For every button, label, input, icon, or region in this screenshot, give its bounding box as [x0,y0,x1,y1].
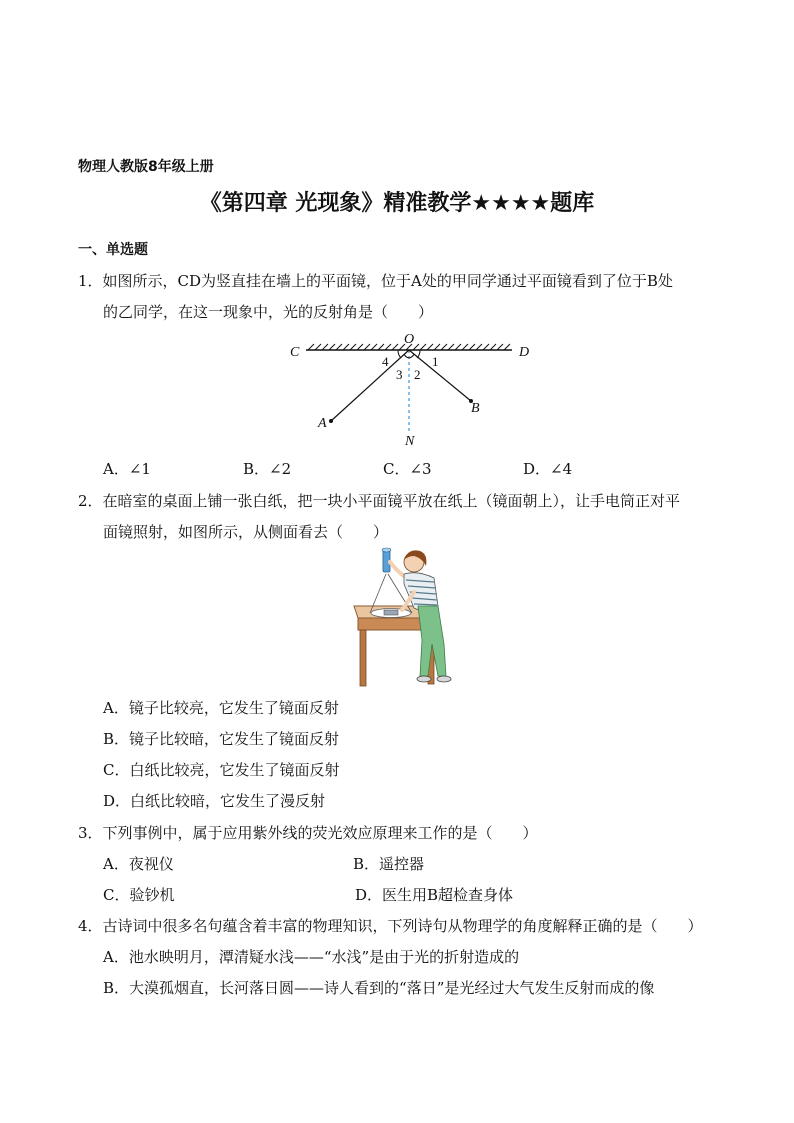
flashlight-mirror-figure [348,544,478,690]
label-angle-4: 4 [382,354,389,369]
q2-option-c: C．白纸比较亮，它发生了镜面反射 [103,761,340,779]
question-2-line-1: 2．在暗室的桌面上铺一张白纸，把一块小平面镜平放在纸上（镜面朝上），让手电筒正对平 [78,492,681,510]
question-1-line-2: 的乙同学，在这一现象中，光的反射角是（ ） [103,303,434,321]
q3-option-c: C．验钞机 [103,886,175,904]
angle-2-arc [409,354,414,358]
label-o: O [404,332,415,347]
label-angle-1: 1 [432,354,439,369]
q3-option-a: A．夜视仪 [103,855,174,873]
angle-1-arc [417,350,420,358]
question-4-line-1: 4．古诗词中很多名句蕴含着丰富的物理知识，下列诗句从物理学的角度解释正确的是（ ） [78,917,703,935]
question-2-line-2: 面镜照射，如图所示，从侧面看去（ ） [103,523,389,541]
point-a [329,419,333,423]
q2-option-a: A．镜子比较亮，它发生了镜面反射 [103,699,339,717]
q3-option-b: B．遥控器 [353,855,425,873]
table-leg-left [360,630,366,686]
page-title: 《第四章 光现象》精准教学★★★★题库 [199,191,595,216]
person-shoe-left [417,676,431,682]
small-mirror [384,610,398,615]
q3-option-d: D．医生用B超检查身体 [355,886,514,904]
label-n: N [405,434,415,449]
person-shoe-right [437,676,451,682]
q4-option-b: B．大漠孤烟直，长河落日圆——诗人看到的“落日”是光经过大气发生反射而成的像 [103,979,655,997]
angle-4-arc [398,350,401,358]
label-b: B [471,401,480,416]
mirror-reflection-figure [280,328,540,453]
q1-option-b: B．∠2 [243,460,292,478]
q1-option-d: D．∠4 [523,460,573,478]
q1-option-c: C．∠3 [383,460,432,478]
q4-option-a: A．池水映明月，潭清疑水浅——“水浅”是由于光的折射造成的 [103,948,520,966]
section-heading: 一、单选题 [78,242,148,258]
label-angle-3: 3 [396,367,403,382]
question-1-line-1: 1．如图所示，CD为竖直挂在墙上的平面镜，位于A处的甲同学通过平面镜看到了位于B处 [78,272,673,290]
q1-option-a: A．∠1 [103,460,151,478]
q2-option-d: D．白纸比较暗，它发生了漫反射 [103,792,326,810]
document-header: 物理人教版8年级上册 [78,159,214,175]
label-a: A [318,416,327,431]
incident-ray [331,350,409,421]
label-d: D [519,345,530,360]
angle-3-arc [404,354,409,358]
question-3-line-1: 3．下列事例中，属于应用紫外线的荧光效应原理来工作的是（ ） [78,824,538,842]
label-c: C [290,345,300,360]
label-angle-2: 2 [414,367,421,382]
q2-option-b: B．镜子比较暗，它发生了镜面反射 [103,730,340,748]
